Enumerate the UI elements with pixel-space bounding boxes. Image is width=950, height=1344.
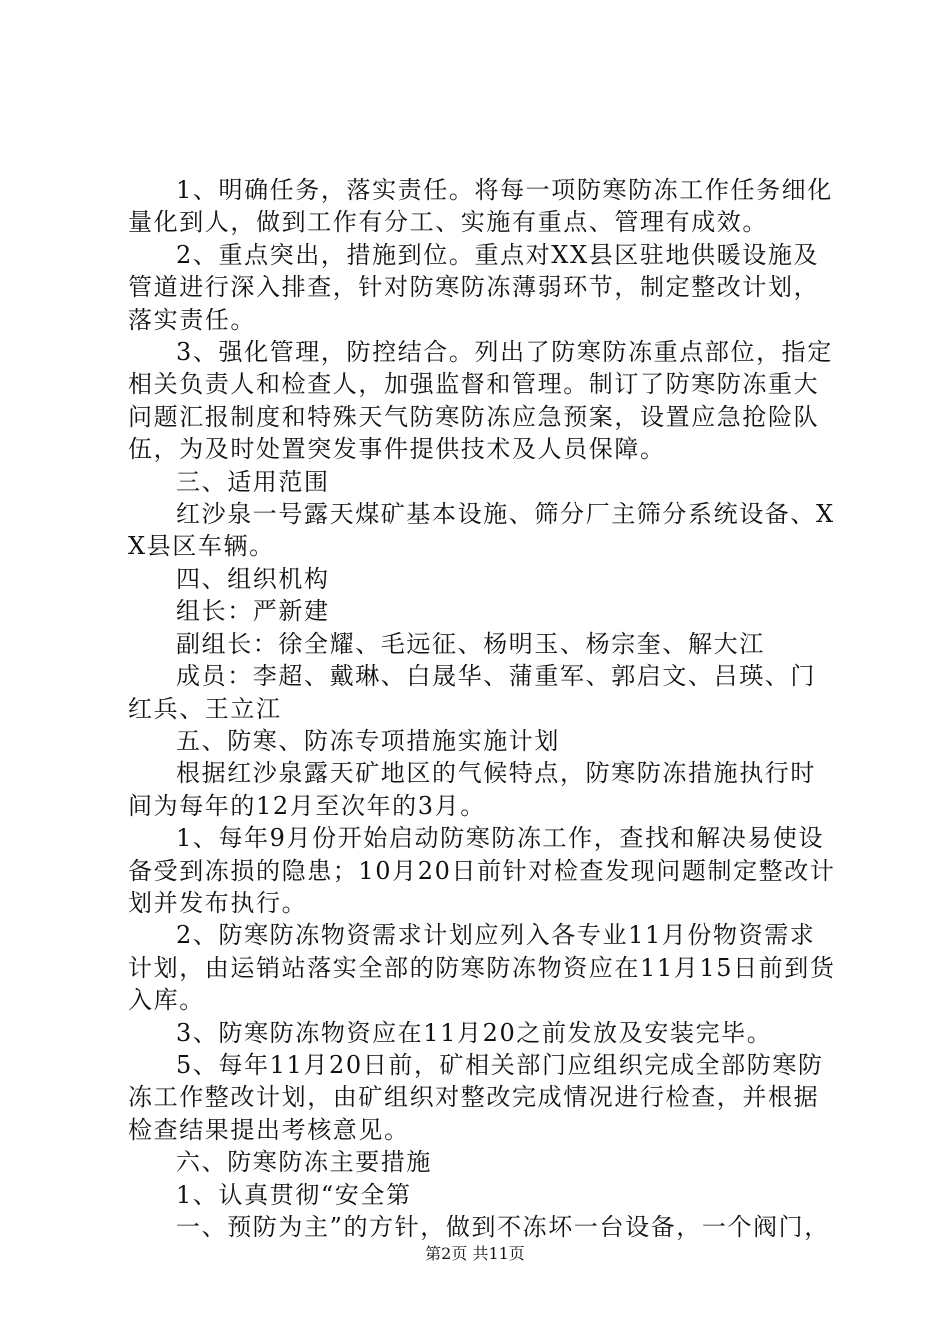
paragraph-plan-item-2: 2、防寒防冻物资需求计划应列入各专业11月份物资需求计划，由运销站落实全部的防寒防冻物资应在11月15日前到货入库。 xyxy=(128,921,836,1015)
paragraph-deputy-leaders: 副组长：徐全耀、毛远征、杨明玉、杨宗奎、解大江 xyxy=(176,629,765,658)
document-body xyxy=(128,174,840,1243)
paragraph-measure-1-continued: 一、预防为主”的方针，做到不冻坏一台设备，一个阀门， xyxy=(176,1213,830,1241)
heading-implementation-plan: 五、防寒、防冻专项措施实施计划 xyxy=(176,726,560,755)
heading-organization: 四、组织机构 xyxy=(176,564,330,593)
heading-scope: 三、适用范围 xyxy=(176,467,330,496)
paragraph-plan-item-1: 1、每年9月份开始启动防寒防冻工作，查找和解决易使设备受到冻损的隐患；10月20日前针对检查发现问题制定整改计划并发布执行。 xyxy=(128,824,836,917)
paragraph-management: 3、强化管理，防控结合。列出了防寒防冻重点部位，指定相关负责人和检查人，加强监督和管理。制订了防寒防冻重大问题汇报制度和特殊天气防寒防冻应急预案，设置应急抢险队伍，为及时处置突发事件提供技术及人员保障。 xyxy=(128,338,833,464)
paragraph-scope: 红沙泉一号露天煤矿基本设施、筛分厂主筛分系统设备、XX县区车辆。 xyxy=(128,500,835,561)
paragraph-plan-item-5: 5、每年11月20日前，矿相关部门应组织完成全部防寒防冻工作整改计划，由矿组织对整改完成情况进行检查，并根据检查结果提出考核意见。 xyxy=(128,1050,824,1144)
page-footer: 第2页 共11页 xyxy=(425,1244,525,1263)
paragraph-group-leader: 组长：严新建 xyxy=(176,597,330,626)
paragraph-members: 成员：李超、戴琳、白晟华、蒲重军、郭启文、吕瑛、门红兵、王立江 xyxy=(128,662,816,723)
paragraph-task-responsibility: 1、明确任务，落实责任。将每一项防寒防冻工作任务细化量化到人，做到工作有分工、实施有重点、管理有成效。 xyxy=(128,176,833,237)
paragraph-measure-1: 1、认真贯彻“安全第 xyxy=(176,1180,412,1209)
paragraph-key-measures: 2、重点突出，措施到位。重点对XX县区驻地供暖设施及管道进行深入排查，针对防寒防冻薄弱环节，制定整改计划，落实责任。 xyxy=(128,240,820,334)
paragraph-climate: 根据红沙泉露天矿地区的气候特点，防寒防冻措施执行时间为每年的12月至次年的3月。 xyxy=(128,759,816,820)
heading-main-measures: 六、防寒防冻主要措施 xyxy=(176,1148,432,1177)
paragraph-plan-item-3: 3、防寒防冻物资应在11月20之前发放及安装完毕。 xyxy=(176,1018,773,1047)
